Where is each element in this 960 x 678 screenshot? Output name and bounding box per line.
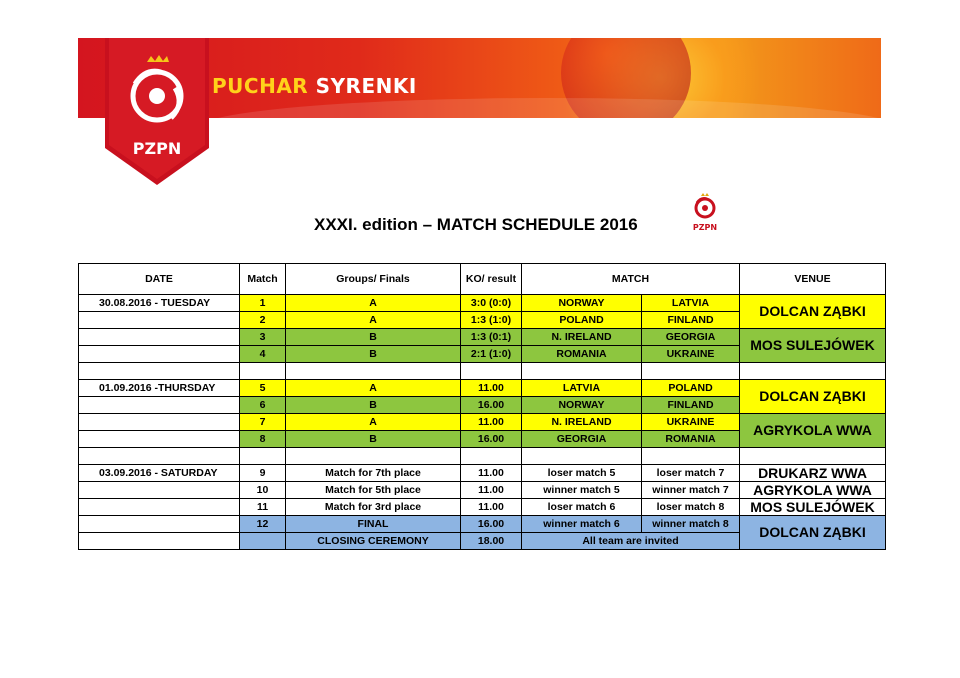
- venue-cell: AGRYKOLA WWA: [740, 414, 886, 448]
- date-cell: [79, 346, 240, 363]
- match-no-cell: 7: [240, 414, 286, 431]
- table-row: [79, 482, 886, 499]
- home-team-cell: GEORGIA: [522, 431, 642, 448]
- table-row: [79, 329, 886, 346]
- spacer-row: [79, 363, 886, 380]
- table-header-row: [79, 264, 886, 295]
- ko-cell: 1:3 (0:1): [461, 329, 522, 346]
- group-cell: Match for 5th place: [286, 482, 461, 499]
- home-team-cell: N. IRELAND: [522, 414, 642, 431]
- away-team-cell: winner match 8: [642, 516, 740, 533]
- venue-cell: DOLCAN ZĄBKI: [740, 516, 886, 550]
- pzpn-small-logo: [688, 193, 722, 233]
- match-no-cell: 4: [240, 346, 286, 363]
- date-cell: [79, 312, 240, 329]
- match-no-cell: 9: [240, 465, 286, 482]
- away-team-cell: GEORGIA: [642, 329, 740, 346]
- date-cell: 30.08.2016 - TUESDAY: [79, 295, 240, 312]
- group-cell: B: [286, 431, 461, 448]
- group-cell: B: [286, 346, 461, 363]
- banner-title: [212, 74, 417, 98]
- ko-cell: 11.00: [461, 414, 522, 431]
- home-team-cell: winner match 5: [522, 482, 642, 499]
- match-no-cell: 10: [240, 482, 286, 499]
- group-cell: A: [286, 380, 461, 397]
- group-cell: A: [286, 414, 461, 431]
- match-schedule-table: [78, 263, 886, 550]
- closing-time-cell: 18.00: [461, 533, 522, 550]
- table-row: [79, 295, 886, 312]
- venue-cell: MOS SULEJÓWEK: [740, 499, 886, 516]
- venue-cell: DOLCAN ZĄBKI: [740, 295, 886, 329]
- group-cell: Match for 3rd place: [286, 499, 461, 516]
- header-match-no: Match: [240, 264, 286, 295]
- spacer-row: [79, 448, 886, 465]
- home-team-cell: NORWAY: [522, 397, 642, 414]
- date-cell: [79, 499, 240, 516]
- away-team-cell: FINLAND: [642, 397, 740, 414]
- ko-cell: 11.00: [461, 482, 522, 499]
- away-team-cell: loser match 7: [642, 465, 740, 482]
- group-cell: B: [286, 329, 461, 346]
- header-venue: VENUE: [740, 264, 886, 295]
- home-team-cell: loser match 6: [522, 499, 642, 516]
- small-logo-text: PZPN: [692, 223, 718, 232]
- home-team-cell: NORWAY: [522, 295, 642, 312]
- match-no-cell: 1: [240, 295, 286, 312]
- group-cell: B: [286, 397, 461, 414]
- venue-cell: MOS SULEJÓWEK: [740, 329, 886, 363]
- match-no-cell: 11: [240, 499, 286, 516]
- away-team-cell: UKRAINE: [642, 346, 740, 363]
- away-team-cell: loser match 8: [642, 499, 740, 516]
- home-team-cell: loser match 5: [522, 465, 642, 482]
- away-team-cell: FINLAND: [642, 312, 740, 329]
- date-cell: 03.09.2016 - SATURDAY: [79, 465, 240, 482]
- home-team-cell: N. IRELAND: [522, 329, 642, 346]
- away-team-cell: ROMANIA: [642, 431, 740, 448]
- header-ko: KO/ result: [461, 264, 522, 295]
- date-cell: 01.09.2016 -THURSDAY: [79, 380, 240, 397]
- date-cell: [79, 414, 240, 431]
- closing-note-cell: All team are invited: [522, 533, 740, 550]
- group-cell: A: [286, 295, 461, 312]
- ko-cell: 16.00: [461, 397, 522, 414]
- date-cell: [79, 482, 240, 499]
- away-team-cell: UKRAINE: [642, 414, 740, 431]
- table-row: [79, 516, 886, 533]
- match-no-cell: 3: [240, 329, 286, 346]
- home-team-cell: LATVIA: [522, 380, 642, 397]
- ko-cell: 16.00: [461, 516, 522, 533]
- group-cell: A: [286, 312, 461, 329]
- date-cell: [79, 431, 240, 448]
- match-no-cell: 8: [240, 431, 286, 448]
- date-cell: [79, 329, 240, 346]
- header-date: DATE: [79, 264, 240, 295]
- header-groups: Groups/ Finals: [286, 264, 461, 295]
- table-row: [79, 380, 886, 397]
- match-no-cell: 2: [240, 312, 286, 329]
- ko-cell: 11.00: [461, 499, 522, 516]
- home-team-cell: winner match 6: [522, 516, 642, 533]
- venue-cell: AGRYKOLA WWA: [740, 482, 886, 499]
- table-row: [79, 499, 886, 516]
- pzpn-shield-logo: [105, 38, 209, 185]
- match-no-cell: 5: [240, 380, 286, 397]
- venue-cell: DRUKARZ WWA: [740, 465, 886, 482]
- match-no-cell: 12: [240, 516, 286, 533]
- away-team-cell: LATVIA: [642, 295, 740, 312]
- group-cell: Match for 7th place: [286, 465, 461, 482]
- away-team-cell: winner match 7: [642, 482, 740, 499]
- ko-cell: 16.00: [461, 431, 522, 448]
- venue-cell: DOLCAN ZĄBKI: [740, 380, 886, 414]
- date-cell: [79, 397, 240, 414]
- ko-cell: 11.00: [461, 465, 522, 482]
- match-no-cell: [240, 533, 286, 550]
- home-team-cell: POLAND: [522, 312, 642, 329]
- ko-cell: 2:1 (1:0): [461, 346, 522, 363]
- banner-title-word1: PUCHAR: [212, 74, 309, 98]
- date-cell: [79, 533, 240, 550]
- table-row: [79, 465, 886, 482]
- ko-cell: 11.00: [461, 380, 522, 397]
- match-no-cell: 6: [240, 397, 286, 414]
- away-team-cell: POLAND: [642, 380, 740, 397]
- ko-cell: 3:0 (0:0): [461, 295, 522, 312]
- logo-text: PZPN: [132, 139, 182, 158]
- table-row: [79, 414, 886, 431]
- page-title: XXXI. edition – MATCH SCHEDULE 2016: [314, 215, 638, 234]
- closing-ceremony-cell: CLOSING CEREMONY: [286, 533, 461, 550]
- banner-swoosh: [198, 98, 881, 118]
- group-cell: FINAL: [286, 516, 461, 533]
- header-match: MATCH: [522, 264, 740, 295]
- date-cell: [79, 516, 240, 533]
- ko-cell: 1:3 (1:0): [461, 312, 522, 329]
- banner-title-word2: SYRENKI: [315, 74, 417, 98]
- home-team-cell: ROMANIA: [522, 346, 642, 363]
